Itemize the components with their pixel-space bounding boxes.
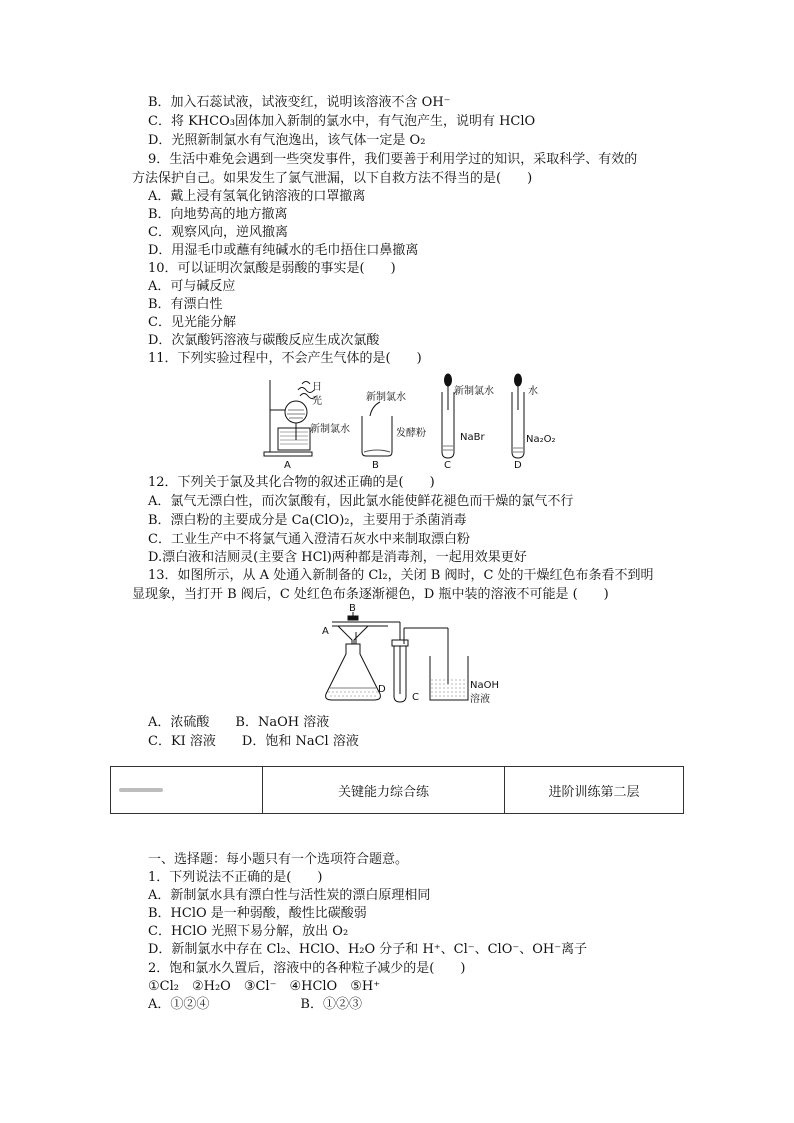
p1-option-a: A．新制氯水具有漂白性与活性炭的漂白原理相同 bbox=[148, 888, 431, 903]
q12-option-b: B．漂白粉的主要成分是 Ca(ClO)₂，主要用于杀菌消毒 bbox=[148, 513, 467, 528]
p1-option-c: C．HClO 光照下易分解，放出 O₂ bbox=[148, 924, 349, 939]
q11-chlorine-water-c-label: 新制氯水 bbox=[454, 386, 494, 397]
q9-option-b: B．向地势高的地方撤离 bbox=[148, 207, 288, 222]
q13-stem-1: 13．如图所示，从 A 处通入新制备的 Cl₂，关闭 B 阀时，C 处的干燥红色布条看不到明 bbox=[148, 568, 654, 583]
q11-label-b: B bbox=[372, 460, 379, 471]
q11-sunlight-label-1: 日 bbox=[312, 382, 322, 393]
q13-options-cd: C．KI 溶液 D．饱和 NaCl 溶液 bbox=[148, 734, 359, 749]
q8-option-b: B．加入石蕊试液，试液变红，说明该溶液不含 OH⁻ bbox=[148, 95, 451, 110]
q11-setup-c bbox=[442, 374, 454, 458]
q11-stem: 11．下列实验过程中，不会产生气体的是( ) bbox=[148, 351, 422, 366]
q11-label-c: C bbox=[444, 460, 451, 471]
q10-option-c: C．见光能分解 bbox=[148, 315, 236, 330]
q13-valve-b-label: B bbox=[349, 603, 356, 614]
q12-option-a: A．氯气无漂白性，而次氯酸有，因此氯水能使鲜花褪色而干燥的氯气不行 bbox=[148, 494, 574, 509]
q9-stem-2: 方法保护自己。如果发生了氯气泄漏，以下自救方法不得当的是( ) bbox=[132, 171, 533, 186]
p2-items: ①Cl₂ ②H₂O ③Cl⁻ ④HClO ⑤H⁺ bbox=[148, 979, 381, 994]
q11-chlorine-water-b-label: 新制氯水 bbox=[366, 392, 406, 403]
q8-option-c: C．将 KHCO₃固体加入新制的氯水中，有气泡产生，说明有 HClO bbox=[148, 114, 536, 129]
q11-apparatus-figure bbox=[262, 370, 556, 476]
p1-option-d: D．新制氯水中存在 Cl₂、HClO、H₂O 分子和 H⁺、Cl⁻、ClO⁻、OH⁻离子 bbox=[148, 942, 588, 957]
q11-label-d: D bbox=[514, 460, 522, 471]
banner-title: 关键能力综合练 bbox=[263, 767, 505, 813]
q11-setup-b bbox=[362, 402, 392, 456]
q11-water-label: 水 bbox=[528, 386, 538, 397]
q13-apparatus-figure bbox=[318, 604, 508, 708]
q10-stem: 10．可以证明次氯酸是弱酸的事实是( ) bbox=[148, 261, 396, 276]
q11-sunlight-label-2: 光 bbox=[312, 396, 322, 407]
q12-option-c: C．工业生产中不将氯气通入澄清石灰水中来制取漂白粉 bbox=[148, 532, 470, 547]
q11-yeast-label: 发酵粉 bbox=[396, 428, 426, 439]
q8-option-d: D．光照新制氯水有气泡逸出，该气体一定是 O₂ bbox=[148, 133, 426, 148]
q13-bottle-d-label: D bbox=[378, 684, 386, 695]
q11-nabr-label: NaBr bbox=[460, 432, 485, 443]
q13-options-ab: A．浓硫酸 B．NaOH 溶液 bbox=[148, 715, 330, 730]
q10-option-d: D．次氯酸钙溶液与碳酸反应生成次氯酸 bbox=[148, 333, 380, 348]
section-banner bbox=[110, 766, 684, 814]
q11-setup-a bbox=[264, 380, 316, 456]
q10-option-b: B．有漂白性 bbox=[148, 297, 223, 312]
q13-naoh-label: NaOH bbox=[470, 680, 499, 691]
banner-progress-cell bbox=[111, 767, 263, 813]
p2-stem: 2．饱和氯水久置后，溶液中的各种粒子减少的是( ) bbox=[148, 961, 466, 976]
q12-option-d: D.漂白液和洁厕灵(主要含 HCl)两种都是消毒剂，一起用效果更好 bbox=[148, 550, 527, 565]
q12-stem: 12．下列关于氯及其化合物的叙述正确的是( ) bbox=[148, 475, 435, 490]
q13-inlet-a-label: A bbox=[322, 626, 329, 637]
q13-stem-2: 显现象，当打开 B 阀后，C 处红色布条逐渐褪色，D 瓶中装的溶液不可能是 ( ) bbox=[132, 587, 609, 602]
q13-flask-setup bbox=[326, 612, 468, 702]
q13-solution-label: 溶液 bbox=[470, 694, 490, 705]
q9-option-a: A．戴上浸有氢氧化钠溶液的口罩撤离 bbox=[148, 189, 366, 204]
q10-option-a: A．可与碱反应 bbox=[148, 279, 236, 294]
q11-setup-d bbox=[512, 374, 524, 458]
q11-label-a: A bbox=[284, 460, 291, 471]
q11-na2o2-label: Na₂O₂ bbox=[526, 434, 556, 445]
q13-tube-c-label: C bbox=[412, 692, 419, 703]
banner-level: 进阶训练第二层 bbox=[548, 784, 640, 800]
q11-chlorine-water-a-label: 新制氯水 bbox=[310, 424, 350, 435]
q9-option-d: D．用湿毛巾或蘸有纯碱水的毛巾捂住口鼻撤离 bbox=[148, 243, 419, 258]
q9-option-c: C．观察风向，逆风撤离 bbox=[148, 225, 288, 240]
p2-options: A．①②④ B．①②③ bbox=[148, 997, 362, 1012]
p1-option-b: B．HClO 是一种弱酸，酸性比碳酸弱 bbox=[148, 906, 367, 921]
banner-decorative-bar bbox=[119, 788, 163, 792]
p1-stem: 1．下列说法不正确的是( ) bbox=[148, 870, 323, 885]
section-heading: 一、选择题：每小题只有一个选项符合题意。 bbox=[148, 852, 409, 867]
q9-stem-1: 9．生活中难免会遇到一些突发事件，我们要善于利用学过的知识，采取科学、有效的 bbox=[148, 152, 638, 167]
